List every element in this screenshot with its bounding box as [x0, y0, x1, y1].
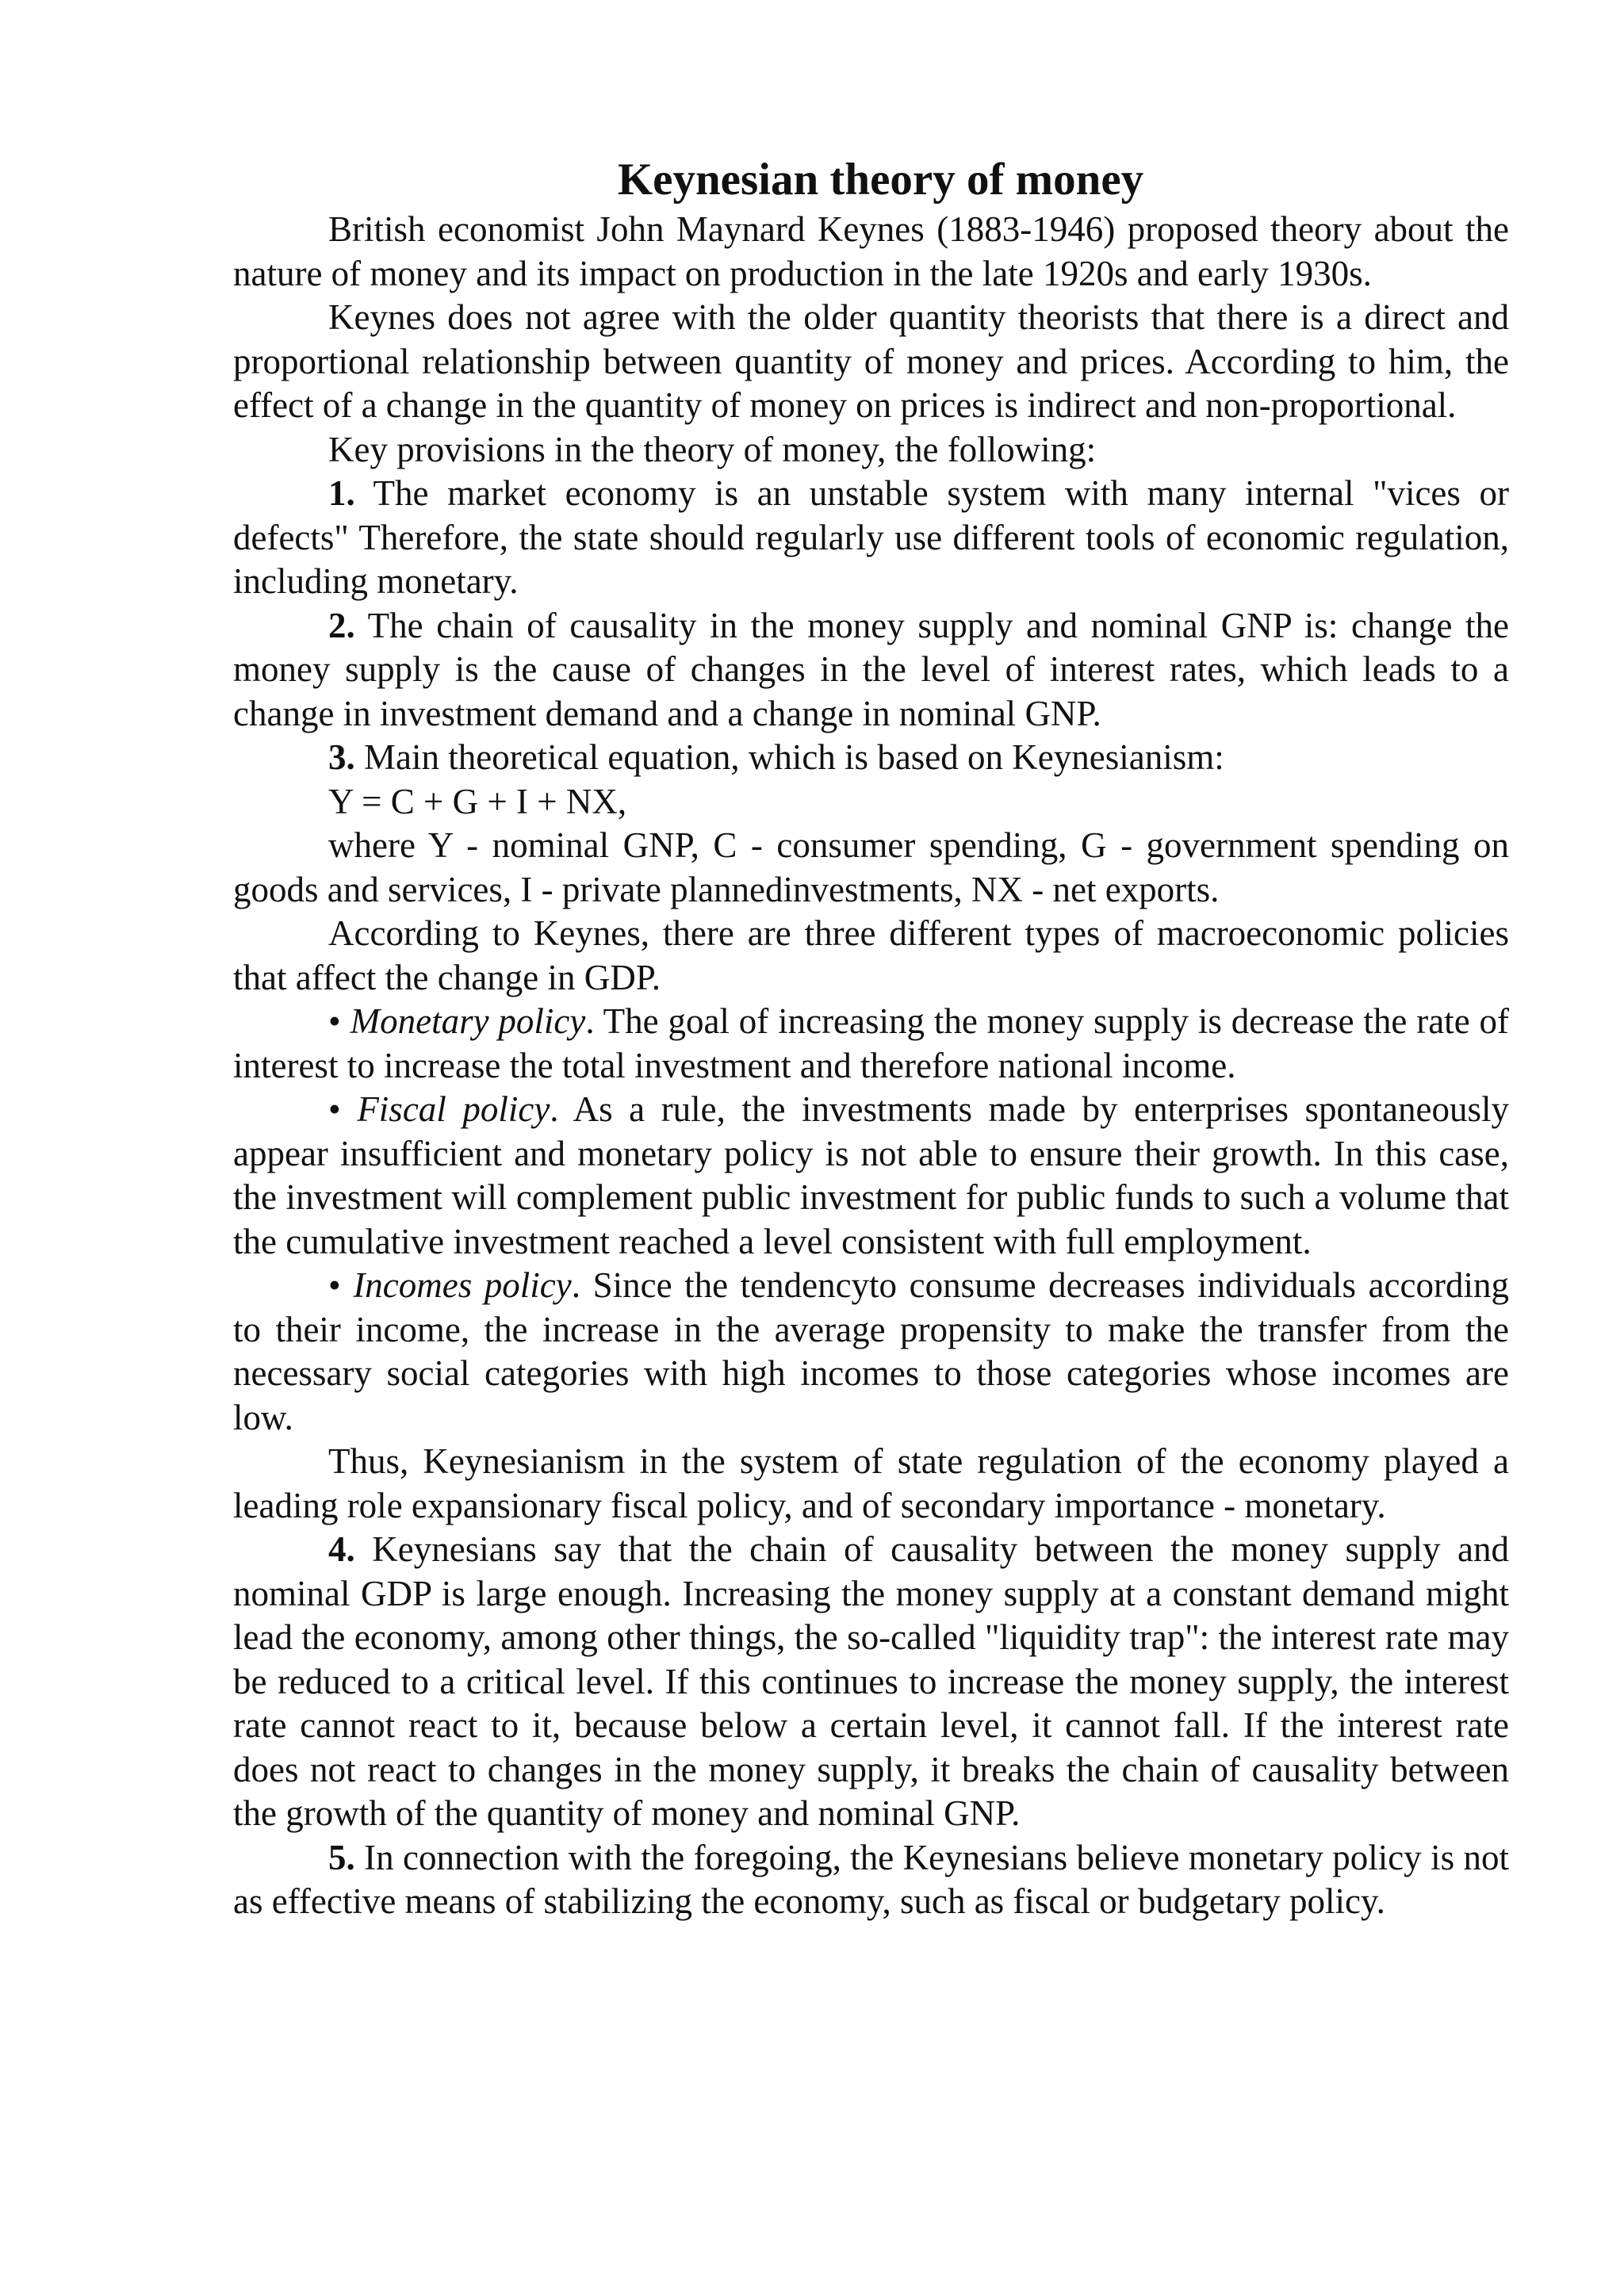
incomes-policy-term: Incomes policy — [353, 1265, 572, 1305]
fiscal-policy-term: Fiscal policy — [357, 1089, 550, 1129]
bullet-glyph: • — [328, 1089, 358, 1129]
paragraph-three-types: According to Keynes, there are three different types of macroeconomic policies that affect the change in GDP. — [233, 913, 1509, 997]
paragraph-provisions-lead: Key provisions in the theory of money, the following: — [328, 429, 1097, 469]
provision-5-text: In connection with the foregoing, the Keynesians believe monetary policy is not as effective means of stabilizing the economy, such as fiscal or budgetary policy. — [233, 1837, 1509, 1921]
incomes-policy-text: . Since the tendencyto consume decreases individuals according to their income, the increase in the average propensity to make the transfer from the necessary social categories with high incomes to those categories whose incomes are low. — [233, 1265, 1509, 1437]
provision-3-text: Main theoretical equation, which is based on Keynesianism: — [354, 737, 1224, 777]
paragraph-disagree: Keynes does not agree with the older quantity theorists that there is a direct and proportional relationship between quantity of money and prices. According to him, the effect of a change in the quantity of money on prices is indirect and non-proportional. — [233, 297, 1509, 425]
paragraph-intro: British economist John Maynard Keynes (1883-1946) proposed theory about the nature of money and its impact on production in the late 1920s and early 1930s. — [233, 209, 1509, 293]
provision-3 — [233, 736, 1509, 780]
provision-5-number: 5. — [328, 1837, 355, 1877]
provision-1 — [233, 472, 1509, 604]
provision-3-number: 3. — [328, 737, 355, 777]
provision-1-text: The market economy is an unstable system with many internal "vices or defects" Therefore, the state should regularly use different tools of economic regulation, including monetary. — [233, 473, 1509, 601]
fiscal-policy-text: . As a rule, the investments made by enterprises spontaneously appear insufficient and monetary policy is not able to ensure their growth. In this case, the investment will complement public investment for public funds to such a volume that the cumulative investment reached a level consistent with full employment. — [233, 1089, 1509, 1261]
provision-2 — [233, 604, 1509, 737]
provision-1-number: 1. — [328, 473, 355, 513]
provision-4-number: 4. — [328, 1529, 355, 1569]
equation: Y = C + G + I + NX, — [328, 781, 627, 821]
monetary-policy-text: . The goal of increasing the money supply is decrease the rate of interest to increase the total investment and therefore national income. — [233, 1001, 1509, 1085]
page-title: Keynesian theory of money — [617, 155, 1144, 205]
paragraph-where: where Y - nominal GNP, C - consumer spending, G - government spending on goods and services, I - private plannedinvestments, NX - net exports. — [233, 825, 1509, 909]
monetary-policy-term: Monetary policy — [350, 1001, 586, 1041]
bullet-fiscal-policy — [233, 1088, 1509, 1264]
bullet-glyph: • — [328, 1265, 354, 1305]
provision-2-number: 2. — [328, 605, 355, 645]
bullet-monetary-policy — [233, 1000, 1509, 1088]
bullet-glyph: • — [328, 1001, 350, 1041]
provision-4 — [233, 1528, 1509, 1836]
paragraph-thus: Thus, Keynesianism in the system of state regulation of the economy played a leading role expansionary fiscal policy, and of secondary importance - monetary. — [233, 1441, 1509, 1525]
provision-5 — [233, 1836, 1509, 1924]
provision-2-text: The chain of causality in the money supply and nominal GNP is: change the money supply is the cause of changes in the level of interest rates, which leads to a change in investment demand and a change in nominal GNP. — [233, 605, 1509, 733]
bullet-incomes-policy — [233, 1264, 1509, 1440]
document-page — [233, 152, 1509, 1924]
provision-4-text: Keynesians say that the chain of causality between the money supply and nominal GDP is large enough. Increasing the money supply at a constant demand might lead the economy, among other things, the so-called "liquidity trap": the interest rate may be reduced to a critical level. If this continues to increase the money supply, the interest rate cannot react to it, because below a certain level, it cannot fall. If the interest rate does not react to changes in the money supply, it breaks the chain of causality between the growth of the quantity of money and nominal GNP. — [233, 1529, 1509, 1833]
